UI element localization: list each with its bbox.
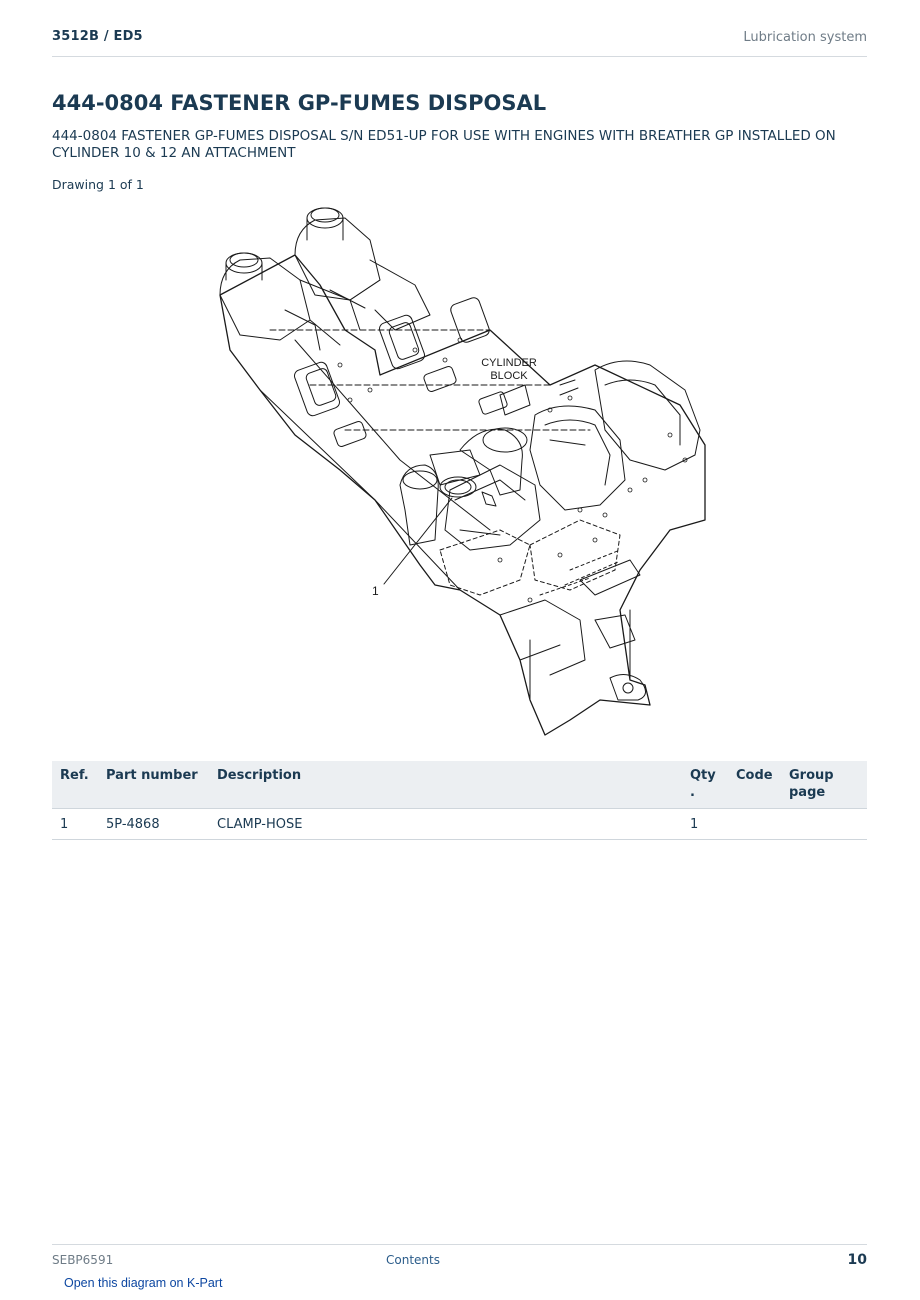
parts-diagram xyxy=(200,200,720,740)
drawing-label: Drawing 1 of 1 xyxy=(52,177,144,192)
col-group-line2: page xyxy=(789,785,826,800)
footer-divider xyxy=(52,1244,867,1245)
engine-block-drawing xyxy=(220,208,705,735)
page-header xyxy=(52,28,867,57)
cell-ref: 1 xyxy=(52,809,98,840)
document-id: SEBP6591 xyxy=(52,1253,114,1267)
parts-table xyxy=(52,761,867,840)
col-group-line1: Group xyxy=(789,768,834,783)
cell-part-number: 5P-4868 xyxy=(98,809,209,840)
col-description: Description xyxy=(209,761,682,809)
col-ref: Ref. xyxy=(52,761,98,809)
col-qty-line2: . xyxy=(690,785,695,800)
cell-code xyxy=(728,809,781,840)
cell-qty: 1 xyxy=(682,809,728,840)
cylinder-block-label-line2: BLOCK xyxy=(490,370,528,382)
cell-group-page xyxy=(781,809,867,840)
col-group-page xyxy=(781,761,867,809)
cell-description: CLAMP-HOSE xyxy=(209,809,682,840)
section-label: Lubrication system xyxy=(743,30,867,45)
cylinder-block-label-line1: CYLINDER xyxy=(481,357,537,369)
page-subtitle: 444-0804 FASTENER GP-FUMES DISPOSAL S/N ED51-UP FOR USE WITH ENGINES WITH BREATHER GP INSTALLED ON CYLINDER 10 & 12 AN ATTACHMENT xyxy=(52,128,836,161)
col-qty-line1: Qty xyxy=(690,768,716,783)
col-part-number: Part number xyxy=(98,761,209,809)
col-qty xyxy=(682,761,728,809)
callout-number: 1 xyxy=(372,584,379,598)
kpart-diagram-link[interactable]: Open this diagram on K-Part xyxy=(64,1276,223,1290)
table-header-row xyxy=(52,761,867,809)
contents-link[interactable]: Contents xyxy=(386,1253,440,1267)
page-number: 10 xyxy=(847,1252,867,1268)
col-code: Code xyxy=(728,761,781,809)
table-row xyxy=(52,809,867,840)
model-label: 3512B / ED5 xyxy=(52,29,143,44)
page-title: 444-0804 FASTENER GP-FUMES DISPOSAL xyxy=(52,91,547,115)
